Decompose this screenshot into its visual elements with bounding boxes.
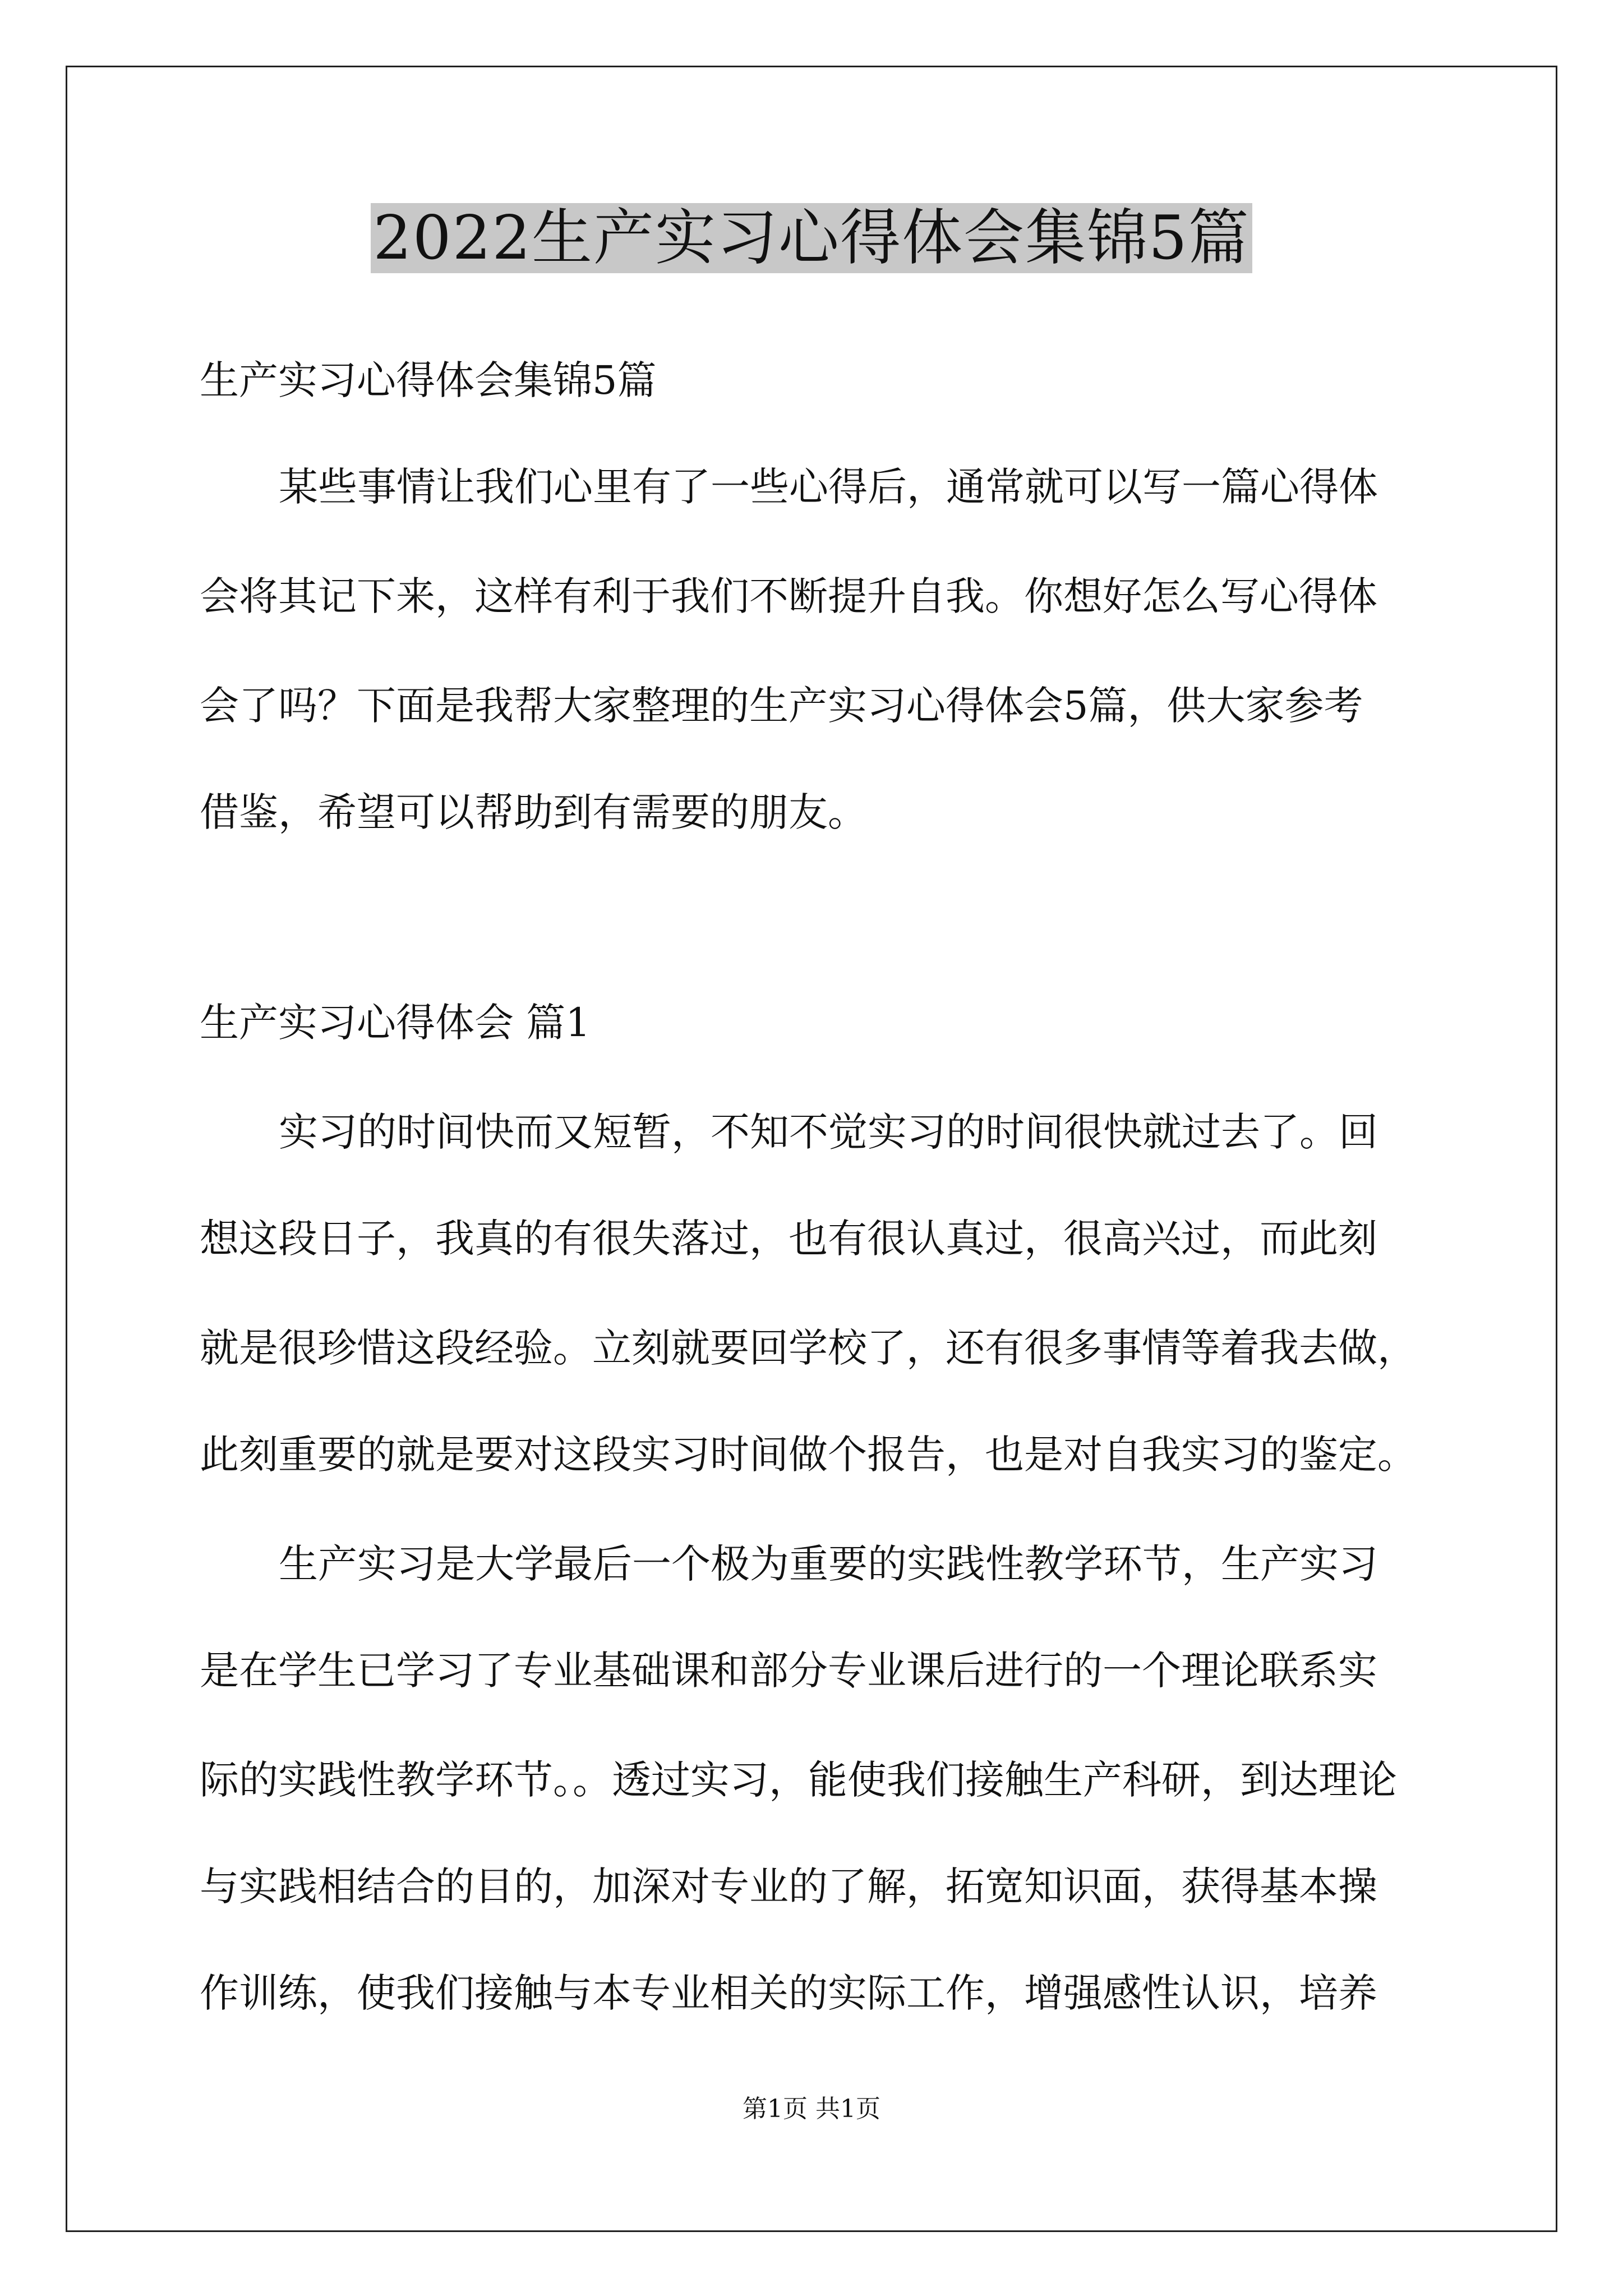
section-1-paragraph-1-line-2: 想这段日子，我真的有很失落过，也有很认真过，很高兴过，而此刻 bbox=[200, 1216, 1377, 1262]
intro-paragraph-line-2: 会将其记下来，这样有利于我们不断提升自我。你想好怎么写心得体 bbox=[200, 573, 1377, 619]
intro-paragraph-line-3: 会了吗？下面是我帮大家整理的生产实习心得体会5篇，供大家参考 bbox=[200, 683, 1363, 729]
section-1-paragraph-1-line-3: 就是很珍惜这段经验。立刻就要回学校了，还有很多事情等着我去做， bbox=[200, 1325, 1417, 1371]
section-1-paragraph-2-line-3: 际的实践性教学环节。。透过实习，能使我们接触生产科研，到达理论 bbox=[200, 1757, 1397, 1803]
section-1-paragraph-1-line-1: 实习的时间快而又短暂，不知不觉实习的时间很快就过去了。回 bbox=[279, 1109, 1378, 1155]
intro-paragraph-line-4: 借鉴，希望可以帮助到有需要的朋友。 bbox=[200, 789, 867, 835]
intro-paragraph-line-1: 某些事情让我们心里有了一些心得后，通常就可以写一篇心得体 bbox=[279, 464, 1378, 510]
document-title bbox=[0, 196, 1623, 280]
section-1-paragraph-2-line-1: 生产实习是大学最后一个极为重要的实践性教学环节，生产实习 bbox=[279, 1541, 1378, 1587]
section-1-paragraph-1-line-4: 此刻重要的就是要对这段实习时间做个报告，也是对自我实习的鉴定。 bbox=[200, 1432, 1417, 1478]
section-1-paragraph-2-line-2: 是在学生已学习了专业基础课和部分专业课后进行的一个理论联系实 bbox=[200, 1648, 1377, 1694]
document-title-text: 2022生产实习心得体会集锦5篇 bbox=[371, 203, 1252, 273]
section-heading-1: 生产实习心得体会 篇1 bbox=[200, 1000, 591, 1046]
page-footer: 第1页 共1页 bbox=[743, 2095, 880, 2123]
section-1-paragraph-2-line-5: 作训练，使我们接触与本专业相关的实际工作，增强感性认识，培养 bbox=[200, 1970, 1377, 2016]
subtitle-line: 生产实习心得体会集锦5篇 bbox=[200, 357, 657, 403]
section-1-paragraph-2-line-4: 与实践相结合的目的，加深对专业的了解，拓宽知识面，获得基本操 bbox=[200, 1864, 1377, 1910]
